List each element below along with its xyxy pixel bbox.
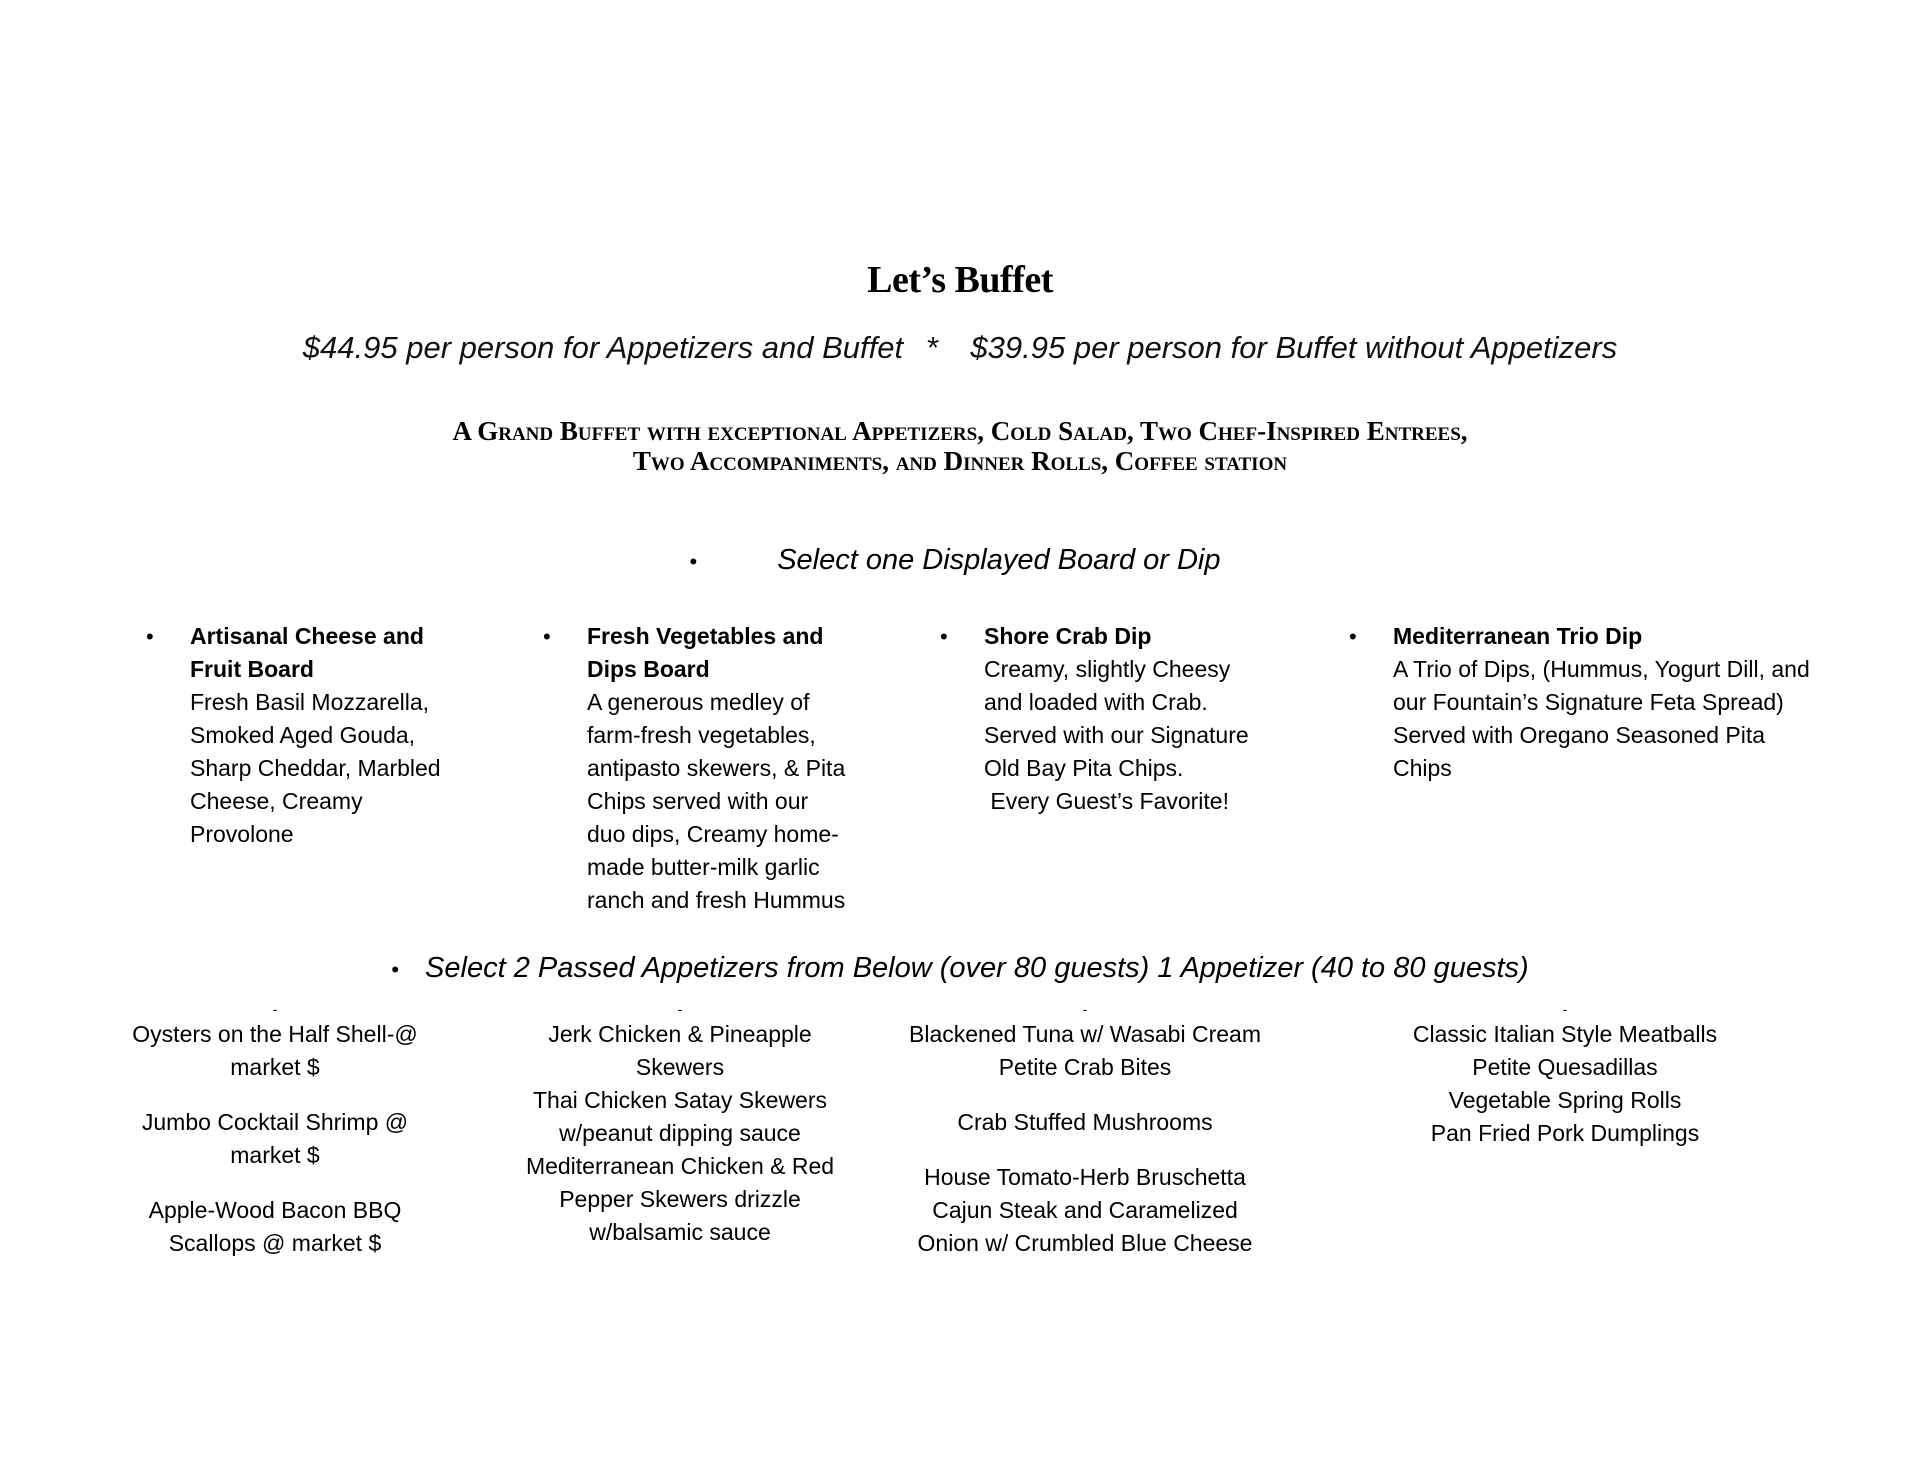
board-item-crab-dip [940,620,1304,818]
board-desc-line: made butter-milk garlic [587,854,820,880]
board-name: Dips Board [587,656,710,682]
dash-marker: - [1082,1001,1088,1017]
board-desc-line: A generous medley of [587,689,810,715]
appetizer-line: Pepper Skewers drizzle [559,1186,801,1212]
bullet-icon: • [391,957,400,982]
bullet-icon: • [1349,624,1357,649]
board-name: Mediterranean Trio Dip [1393,623,1643,649]
board-desc-line: antipasto skewers, & Pita [587,755,846,781]
appetizer-line: Oysters on the Half Shell-@ [132,1021,418,1047]
board-desc-line: Fresh Basil Mozzarella, [190,689,430,715]
appetizer-line: Cajun Steak and Caramelized [932,1197,1238,1223]
appetizer-line: Classic Italian Style Meatballs [1412,1021,1718,1047]
appetizer-line: Scallops @ market $ [168,1230,382,1256]
buffet-description-line: A Grand Buffet with exceptional Appetizers, Cold Salad, Two Chef-Inspired Entrees, [452,416,1468,446]
dash-marker: - [272,1001,278,1017]
board-desc-line: Chips [1393,755,1452,781]
bullet-icon: • [543,624,551,649]
board-desc-line: ranch and fresh Hummus [587,887,846,913]
appetizer-line: Jerk Chicken & Pineapple [548,1021,812,1047]
board-desc-line: Provolone [190,821,294,847]
bullet-icon: • [689,549,698,574]
board-desc-line: Cheese, Creamy [190,788,363,814]
board-desc-line: Chips served with our [587,788,809,814]
board-desc-line: Served with our Signature [984,722,1249,748]
board-desc-line: Old Bay Pita Chips. [984,755,1184,781]
appetizer-line: Jumbo Cocktail Shrimp @ [141,1109,409,1135]
board-name: Fruit Board [190,656,314,682]
appetizer-column-4 [1365,1002,1765,1150]
board-name: Artisanal Cheese and [190,623,424,649]
buffet-description-line: Two Accompaniments, and Dinner Rolls, Coffee station [632,446,1288,476]
appetizer-line: w/peanut dipping sauce [559,1120,801,1146]
price-without-appetizers: $39.95 per person for Buffet without Appetizers [970,330,1618,365]
appetizer-line: Vegetable Spring Rolls [1448,1087,1682,1113]
appetizer-line: market $ [230,1142,320,1168]
appetizer-line: House Tomato-Herb Bruschetta [924,1164,1246,1190]
dash-marker: - [1562,1001,1568,1017]
appetizer-line: Crab Stuffed Mushrooms [957,1109,1213,1135]
boards-heading-text: Select one Displayed Board or Dip [777,544,1221,576]
board-name: Shore Crab Dip [984,623,1152,649]
appetizers-section-heading [0,952,1920,985]
board-desc-line: farm-fresh vegetables, [587,722,816,748]
board-desc-line: Sharp Cheddar, Marbled [190,755,441,781]
buffet-description [0,416,1920,476]
board-desc-line: and loaded with Crab. [984,689,1208,715]
appetizer-column-2 [510,1002,850,1249]
board-desc-line: duo dips, Creamy home- [587,821,839,847]
appetizer-column-3 [885,1002,1285,1260]
board-desc-line: Creamy, slightly Cheesy [984,656,1231,682]
appetizer-line: w/balsamic sauce [589,1219,771,1245]
appetizer-line: Skewers [635,1054,725,1080]
board-desc-line: our Fountain’s Signature Feta Spread) [1393,689,1784,715]
price-separator: * [925,330,938,365]
boards-section-heading [0,544,1920,577]
dash-marker: - [677,1001,683,1017]
bullet-icon: • [146,624,154,649]
board-desc-line: Smoked Aged Gouda, [190,722,416,748]
board-item-cheese [146,620,490,851]
appetizer-line: Pan Fried Pork Dumplings [1430,1120,1700,1146]
board-desc-line: A Trio of Dips, (Hummus, Yogurt Dill, and [1393,656,1810,682]
pricing-line [0,330,1920,366]
appetizers-heading-text: Select 2 Passed Appetizers from Below (over 80 guests) 1 Appetizer (40 to 80 guests) [425,952,1529,984]
appetizer-line: Petite Quesadillas [1472,1054,1658,1080]
appetizer-line: Thai Chicken Satay Skewers [532,1087,827,1113]
appetizer-line: Mediterranean Chicken & Red [525,1153,835,1179]
page-title: Let’s Buffet [867,259,1053,301]
board-item-vegetables [543,620,897,917]
appetizer-line: market $ [230,1054,320,1080]
board-desc-line: Served with Oregano Seasoned Pita [1393,722,1766,748]
appetizer-column-1 [110,1002,440,1260]
appetizer-line: Apple-Wood Bacon BBQ [148,1197,402,1223]
bullet-icon: • [940,624,948,649]
board-name: Fresh Vegetables and [587,623,824,649]
board-desc-line: Every Guest’s Favorite! [984,788,1229,814]
board-item-trio-dip [1349,620,1883,785]
appetizer-line: Onion w/ Crumbled Blue Cheese [917,1230,1253,1256]
appetizer-line: Petite Crab Bites [998,1054,1172,1080]
appetizer-line: Blackened Tuna w/ Wasabi Cream [909,1021,1261,1047]
price-with-appetizers: $44.95 per person for Appetizers and Buffet [302,330,904,365]
